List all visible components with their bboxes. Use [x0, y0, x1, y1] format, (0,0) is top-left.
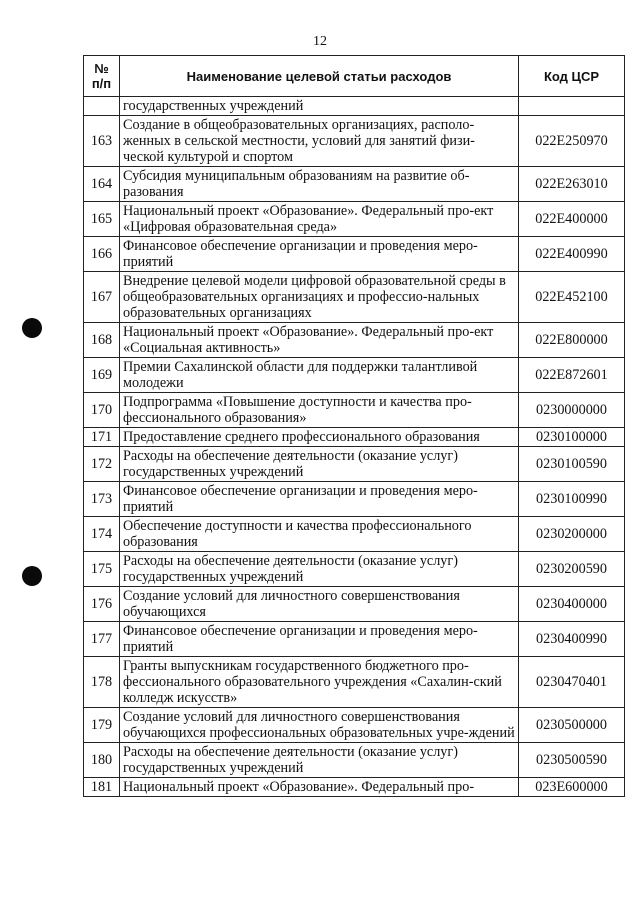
table-row [84, 116, 625, 167]
row-number: 169 [84, 358, 120, 393]
row-number: 167 [84, 272, 120, 323]
row-number: 175 [84, 552, 120, 587]
budget-items-table [83, 55, 625, 797]
table-row [84, 393, 625, 428]
row-number: 166 [84, 237, 120, 272]
table-row [84, 587, 625, 622]
row-number: 179 [84, 708, 120, 743]
row-code: 023E600000 [519, 778, 625, 797]
row-number: 168 [84, 323, 120, 358]
table-row [84, 323, 625, 358]
row-name: Создание условий для личностного совершенствования обучающихся профессиональных образовательных учре-ждений [120, 708, 519, 743]
row-number: 163 [84, 116, 120, 167]
row-number: 174 [84, 517, 120, 552]
row-number: 170 [84, 393, 120, 428]
row-name: Национальный проект «Образование». Федеральный про-ект «Цифровая образовательная среда» [120, 202, 519, 237]
row-name: Национальный проект «Образование». Федеральный про- [120, 778, 519, 797]
header-code: Код ЦСР [519, 56, 625, 97]
punch-hole-mark [22, 566, 42, 586]
row-number: 164 [84, 167, 120, 202]
row-name: Субсидия муниципальным образованиям на развитие об-разования [120, 167, 519, 202]
row-number: 172 [84, 447, 120, 482]
table-row [84, 708, 625, 743]
table-header-row [84, 56, 625, 97]
row-number: 173 [84, 482, 120, 517]
page-number: 12 [313, 34, 327, 49]
row-code [519, 97, 625, 116]
row-code: 0230500590 [519, 743, 625, 778]
row-code: 022E800000 [519, 323, 625, 358]
row-code: 0230400000 [519, 587, 625, 622]
row-number: 181 [84, 778, 120, 797]
row-code: 022E400990 [519, 237, 625, 272]
row-number: 165 [84, 202, 120, 237]
row-code: 022E263010 [519, 167, 625, 202]
row-code: 022E452100 [519, 272, 625, 323]
row-name: Премии Сахалинской области для поддержки талантливой молодежи [120, 358, 519, 393]
table-row [84, 358, 625, 393]
header-number-abbrev: п/п [91, 76, 112, 91]
row-number: 176 [84, 587, 120, 622]
row-code: 0230400990 [519, 622, 625, 657]
punch-hole-mark [22, 318, 42, 338]
row-code: 0230500000 [519, 708, 625, 743]
row-name: Финансовое обеспечение организации и проведения меро-приятий [120, 237, 519, 272]
table-row [84, 482, 625, 517]
row-number [84, 97, 120, 116]
row-name: Создание в общеобразовательных организациях, располо-женных в сельской местности, условий для занятий физи-ческой культурой и спортом [120, 116, 519, 167]
row-code: 0230000000 [519, 393, 625, 428]
row-number: 180 [84, 743, 120, 778]
table-row [84, 167, 625, 202]
row-name: Обеспечение доступности и качества профессионального образования [120, 517, 519, 552]
row-name: Внедрение целевой модели цифровой образовательной среды в общеобразовательных организациях и профессио-нальных образовательных организациях [120, 272, 519, 323]
row-code: 022E250970 [519, 116, 625, 167]
table-row [84, 517, 625, 552]
row-name: государственных учреждений [120, 97, 519, 116]
row-code: 0230100990 [519, 482, 625, 517]
row-name: Предоставление среднего профессионального образования [120, 428, 519, 447]
header-name: Наименование целевой статьи расходов [120, 56, 519, 97]
table-row [84, 97, 625, 116]
row-code: 0230470401 [519, 657, 625, 708]
row-name: Создание условий для личностного совершенствования обучающихся [120, 587, 519, 622]
row-code: 022E400000 [519, 202, 625, 237]
row-code: 0230200590 [519, 552, 625, 587]
row-name: Подпрограмма «Повышение доступности и качества про-фессионального образования» [120, 393, 519, 428]
table-row [84, 272, 625, 323]
row-number: 178 [84, 657, 120, 708]
header-number-symbol: № [94, 61, 109, 76]
row-code: 0230100000 [519, 428, 625, 447]
row-name: Финансовое обеспечение организации и проведения меро-приятий [120, 482, 519, 517]
row-name: Финансовое обеспечение организации и проведения меро-приятий [120, 622, 519, 657]
table-row [84, 657, 625, 708]
table-row [84, 428, 625, 447]
table-row [84, 447, 625, 482]
row-number: 177 [84, 622, 120, 657]
table-row [84, 237, 625, 272]
row-name: Расходы на обеспечение деятельности (оказание услуг) государственных учреждений [120, 743, 519, 778]
row-name: Гранты выпускникам государственного бюджетного про-фессионального образовательного учреждения «Сахалин-ский колледж искусств» [120, 657, 519, 708]
row-name: Расходы на обеспечение деятельности (оказание услуг) государственных учреждений [120, 552, 519, 587]
table-row [84, 778, 625, 797]
row-name: Расходы на обеспечение деятельности (оказание услуг) государственных учреждений [120, 447, 519, 482]
header-number [84, 56, 120, 97]
table-row [84, 743, 625, 778]
row-code: 0230200000 [519, 517, 625, 552]
row-code: 022E872601 [519, 358, 625, 393]
row-code: 0230100590 [519, 447, 625, 482]
table-row [84, 622, 625, 657]
table-row [84, 202, 625, 237]
table-row [84, 552, 625, 587]
row-name: Национальный проект «Образование». Федеральный про-ект «Социальная активность» [120, 323, 519, 358]
row-number: 171 [84, 428, 120, 447]
